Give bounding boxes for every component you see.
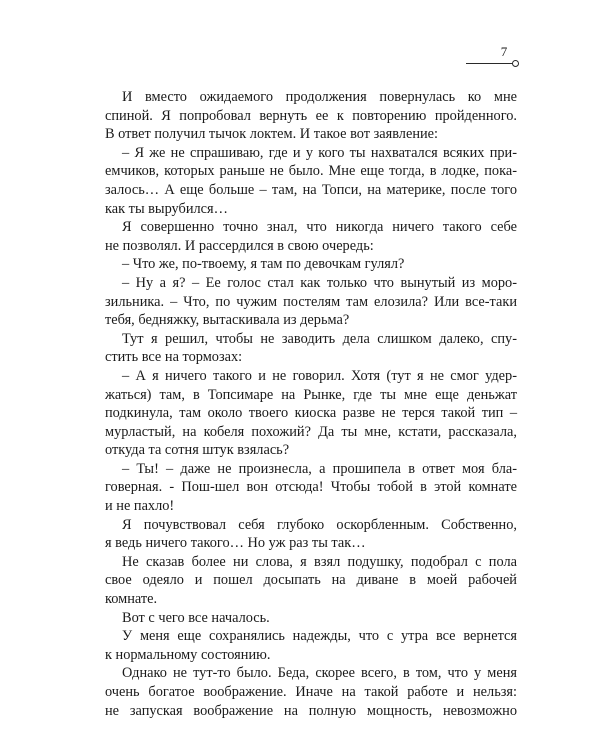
text-line: емчиков, которых раньше не было. Мне еще тогда, в лодке, пока- bbox=[105, 163, 517, 180]
header-ornament-circle-icon bbox=[512, 60, 519, 67]
text-line: не запуская воображение на полную мощность, невозможно bbox=[105, 702, 517, 719]
text-line: залось… А еще больше – там, на Топси, на материке, после того bbox=[105, 181, 517, 198]
text-line: – Ты! – даже не произнесла, а прошипела в ответ моя бла- bbox=[122, 460, 517, 477]
text-line: как ты вырубился… bbox=[105, 200, 228, 217]
text-line: откуда та сотня штук взялась? bbox=[105, 442, 290, 459]
text-line: – Что же, по-твоему, я там по девочкам гулял? bbox=[122, 256, 405, 273]
text-line: и не пахло! bbox=[105, 498, 175, 515]
text-line: Однако не тут-то было. Беда, скорее всего, в том, что у меня bbox=[122, 665, 517, 682]
text-line: жаться) там, в Топсимаре на Рынке, где ты мне еще деньжат bbox=[105, 386, 517, 403]
text-line: – Ну а я? – Ее голос стал как только что вынутый из моро- bbox=[122, 274, 517, 291]
text-line: Вот с чего все началось. bbox=[122, 609, 270, 626]
text-line: свое одеяло и пошел досыпать на диване в моей рабочей bbox=[105, 572, 517, 589]
text-line: очень богатое воображение. Иначе на такой работе и нельзя: bbox=[105, 684, 517, 700]
text-line: У меня еще сохранялись надежды, что с утра все вернется bbox=[122, 628, 517, 645]
text-line: не позволял. И рассердился в свою очередь: bbox=[105, 237, 374, 254]
text-line: мурластый, на кобеля похожий? Да ты мне, кстати, рассказала, bbox=[105, 423, 517, 440]
page-number: 7 bbox=[500, 44, 508, 59]
text-line: тебя, бедняжку, вытаскивала из дерьма? bbox=[105, 312, 350, 329]
text-line: Не сказав более ни слова, я взял подушку, подобрал с пола bbox=[122, 553, 517, 570]
text-line: – А я ничего такого и не говорил. Хотя (тут я не смог удер- bbox=[122, 367, 517, 384]
header-rule bbox=[466, 63, 514, 64]
text-line: спиной. Я попробовал вернуть ее к повторению пройденного. bbox=[105, 107, 517, 124]
text-line: Тут я решил, чтобы не заводить дела слишком далеко, спу- bbox=[122, 330, 517, 347]
body-text bbox=[105, 88, 517, 720]
text-line: Я почувствовал себя глубоко оскорбленным. Собственно, bbox=[122, 516, 517, 533]
text-line: подкинула, там около твоего киоска разве не терся такой тип – bbox=[105, 405, 517, 422]
text-line: к нормальному состоянию. bbox=[105, 646, 271, 663]
text-line: И вместо ожидаемого продолжения повернулась ко мне bbox=[122, 89, 517, 105]
text-line: комнате. bbox=[105, 591, 158, 608]
text-line: В ответ получил тычок локтем. И такое вот заявление: bbox=[105, 126, 439, 143]
text-line: говерная. - Пош-шел вон отсюда! Чтобы тобой в этой комнате bbox=[105, 479, 517, 496]
text-line: я ведь ничего такого… Но уж раз ты так… bbox=[105, 535, 366, 552]
text-line: стить все на тормозах: bbox=[105, 349, 243, 366]
text-line: зильника. – Что, по чужим постелям там елозила? Или все-таки bbox=[105, 293, 517, 310]
text-line: Я совершенно точно знал, что никогда ничего такого себе bbox=[122, 219, 517, 236]
text-line: – Я же не спрашиваю, где и у кого ты нахватался всяких при- bbox=[122, 144, 517, 161]
